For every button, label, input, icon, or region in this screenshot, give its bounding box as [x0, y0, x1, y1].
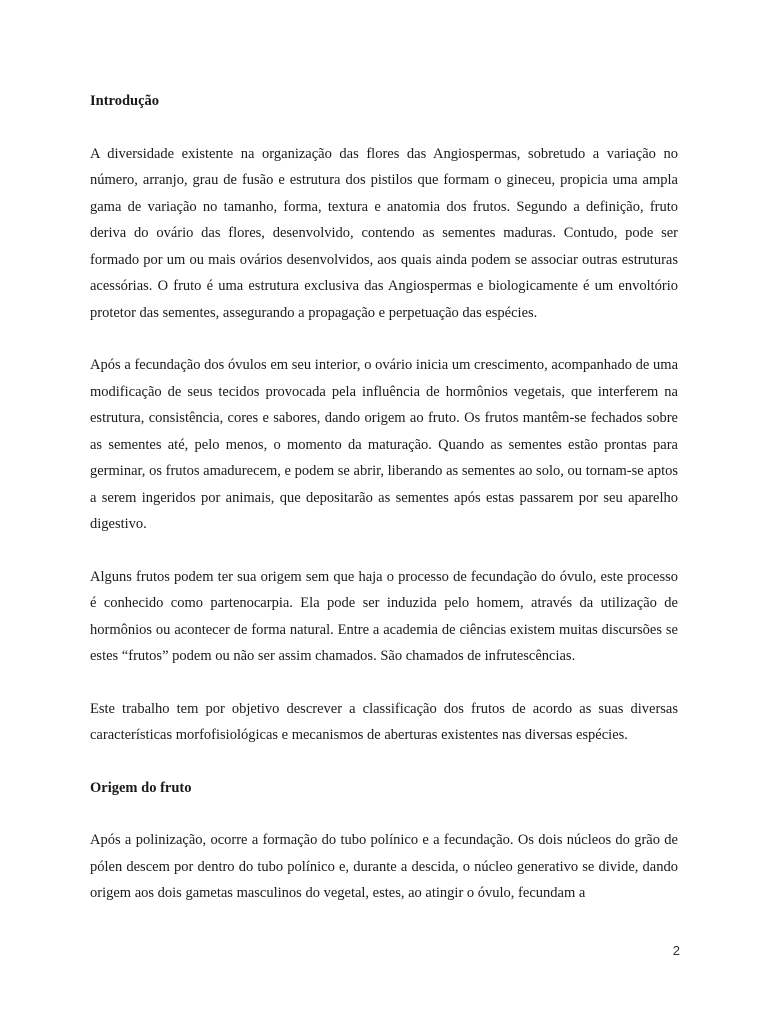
section-heading-origem-do-fruto: Origem do fruto [90, 779, 192, 796]
paragraph: Este trabalho tem por objetivo descrever a classificação dos frutos de acordo as suas diversas características morfofisiológicas e mecanismos de aberturas existentes nas diversas espécies. [90, 700, 678, 743]
paragraph: Alguns frutos podem ter sua origem sem que haja o processo de fecundação do óvulo, este processo é conhecido como partenocarpia. Ela pode ser induzida pelo homem, através da utilização de hormônios ou acontecer de forma natural. Entre a academia de ciências existem muitas discursões se estes “frutos” podem ou não ser assim chamados. São chamados de infrutescências. [90, 568, 678, 664]
section-heading-introducao: Introdução [90, 93, 160, 109]
page-number: 2 [672, 943, 680, 958]
paragraph: A diversidade existente na organização das flores das Angiospermas, sobretudo a variação no número, arranjo, grau de fusão e estrutura dos pistilos que formam o gineceu, propicia uma ampla gama de variação no tamanho, forma, textura e anatomia dos frutos. Segundo a definição, fruto deriva do ovário das flores, desenvolvido, contendo as sementes maduras. Contudo, pode ser formado por um ou mais ovários desenvolvidos, aos quais ainda podem se associar outras estruturas acessórias. O fruto é uma estrutura exclusiva das Angiospermas e biologicamente é um envoltório protetor das sementes, assegurando a propagação e perpetuação das espécies. [90, 145, 678, 321]
paragraph: Após a fecundação dos óvulos em seu interior, o ovário inicia um crescimento, acompanhado de uma modificação de seus tecidos provocada pela influência de hormônios vegetais, que interferem na estrutura, consistência, cores e sabores, dando origem ao fruto. Os frutos mantêm-se fechados sobre as sementes até, pelo menos, o momento da maturação. Quando as sementes estão prontas para germinar, os frutos amadurecem, e podem se abrir, liberando as sementes ao solo, ou tornam-se aptos a serem ingeridos por animais, que depositarão as sementes após estas passarem por seu aparelho digestivo. [90, 357, 678, 532]
document-page [90, 88, 678, 907]
paragraph: Após a polinização, ocorre a formação do tubo polínico e a fecundação. Os dois núcleos do grão de pólen descem por dentro do tubo polínico e, durante a descida, o núcleo generativo se divide, dando origem aos dois gametas masculinos do vegetal, estes, ao atingir o óvulo, fecundam a [90, 832, 678, 901]
